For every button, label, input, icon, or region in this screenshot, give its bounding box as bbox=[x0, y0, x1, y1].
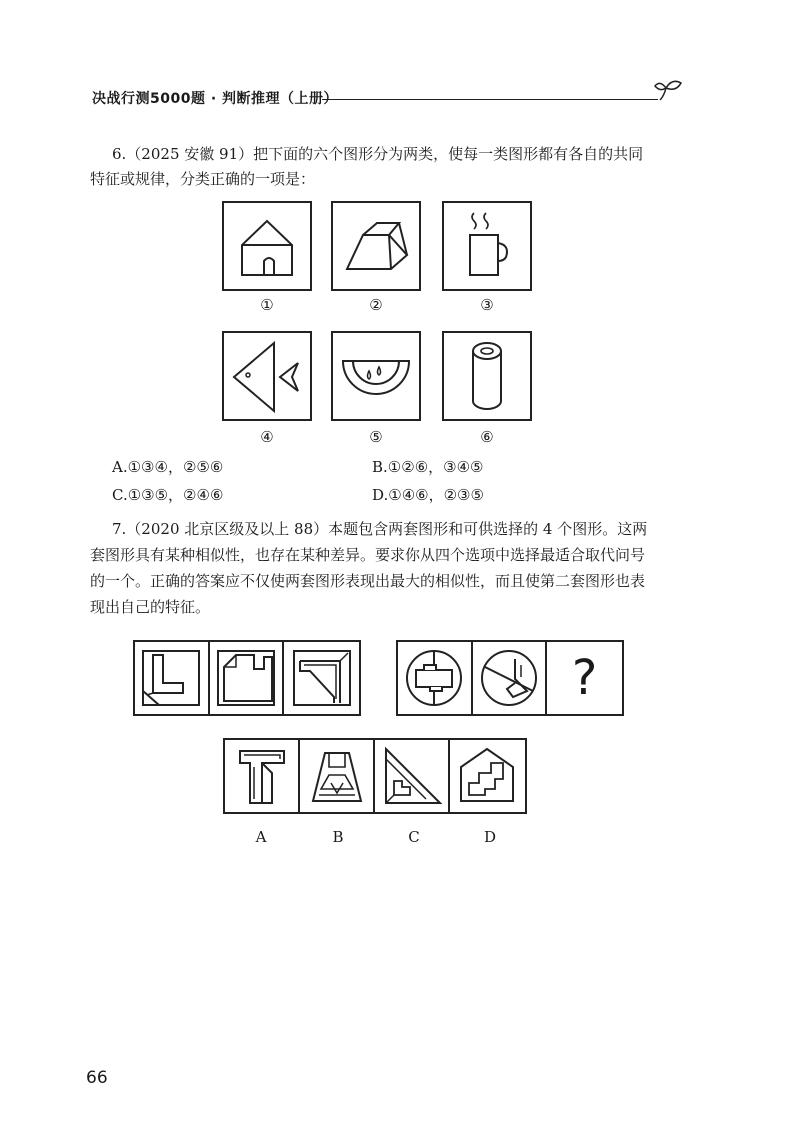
q7-choice-figure-d[interactable] bbox=[450, 740, 525, 812]
header-rule bbox=[322, 99, 658, 100]
q6-option-c-letter: C. bbox=[112, 486, 128, 504]
q7-choices-strip bbox=[223, 738, 527, 814]
q7-set-1 bbox=[133, 640, 361, 716]
q6-figure-6-cylinder bbox=[442, 331, 532, 421]
q7-choice-label-a[interactable]: A bbox=[255, 828, 267, 846]
q6-figure-1-house bbox=[222, 201, 312, 291]
q7-question-mark-cell bbox=[547, 642, 622, 714]
q7-set-2 bbox=[396, 640, 624, 716]
q6-option-c[interactable] bbox=[112, 484, 223, 505]
q6-figure-label-6: ⑥ bbox=[480, 428, 494, 446]
q7-set2-figure-1 bbox=[398, 642, 473, 714]
q7-set1-figure-1 bbox=[135, 642, 210, 714]
q7-choice-label-c[interactable]: C bbox=[408, 828, 420, 846]
q6-option-a-letter: A. bbox=[112, 458, 128, 476]
q6-option-b-letter: B. bbox=[372, 458, 388, 476]
q6-figure-4-fish bbox=[222, 331, 312, 421]
q6-option-a-text: ①③④，②⑤⑥ bbox=[127, 458, 224, 476]
q7-text-line3: 的一个。正确的答案应不仅使两套图形表现出最大的相似性，而且使第二套图形也表 bbox=[90, 572, 646, 590]
q7-choice-figure-a[interactable] bbox=[225, 740, 300, 812]
q7-question-mark: ? bbox=[571, 650, 598, 706]
q6-figure-label-1: ① bbox=[260, 296, 274, 314]
running-header-title: 决战行测5000题 · 判断推理（上册） bbox=[92, 91, 339, 107]
page-number: 66 bbox=[86, 1068, 108, 1088]
q7-choice-figure-b[interactable] bbox=[300, 740, 375, 812]
q6-figure-label-3: ③ bbox=[480, 296, 494, 314]
q7-choice-label-b[interactable]: B bbox=[332, 828, 344, 846]
q7-choice-label-d[interactable]: D bbox=[483, 828, 497, 846]
q7-choice-figure-c[interactable] bbox=[375, 740, 450, 812]
q6-option-b-text: ①②⑥，③④⑤ bbox=[387, 458, 484, 476]
q6-option-b[interactable] bbox=[372, 456, 483, 477]
q6-option-c-text: ①③⑤，②④⑥ bbox=[127, 486, 224, 504]
q6-option-d-letter: D. bbox=[372, 486, 389, 504]
q6-text-line1: 6.（2025 安徽 91）把下面的六个图形分为两类，使每一类图形都有各自的共同 bbox=[112, 145, 644, 163]
q6-option-d[interactable] bbox=[372, 484, 484, 505]
q7-text-line1: 7.（2020 北京区级及以上 88）本题包含两套图形和可供选择的 4 个图形。这两 bbox=[112, 520, 648, 538]
q7-set2-figure-2 bbox=[473, 642, 548, 714]
q6-figure-2-prism bbox=[331, 201, 421, 291]
q6-figure-label-5: ⑤ bbox=[369, 428, 383, 446]
q7-set1-figure-2 bbox=[210, 642, 285, 714]
q7-text-line2: 套图形具有某种相似性，也存在某种差异。要求你从四个选项中选择最适合取代问号 bbox=[90, 546, 646, 564]
q6-text-line2: 特征或规律，分类正确的一项是： bbox=[90, 170, 316, 188]
sprout-icon bbox=[654, 78, 684, 106]
q7-text-line4: 现出自己的特征。 bbox=[90, 598, 211, 616]
q6-option-a[interactable] bbox=[112, 456, 223, 477]
q7-set1-figure-3 bbox=[284, 642, 359, 714]
q6-figure-label-4: ④ bbox=[260, 428, 274, 446]
q6-figure-label-2: ② bbox=[369, 296, 383, 314]
q6-figure-5-watermelon bbox=[331, 331, 421, 421]
q6-figure-3-mug bbox=[442, 201, 532, 291]
q6-option-d-text: ①④⑥，②③⑤ bbox=[388, 486, 484, 504]
